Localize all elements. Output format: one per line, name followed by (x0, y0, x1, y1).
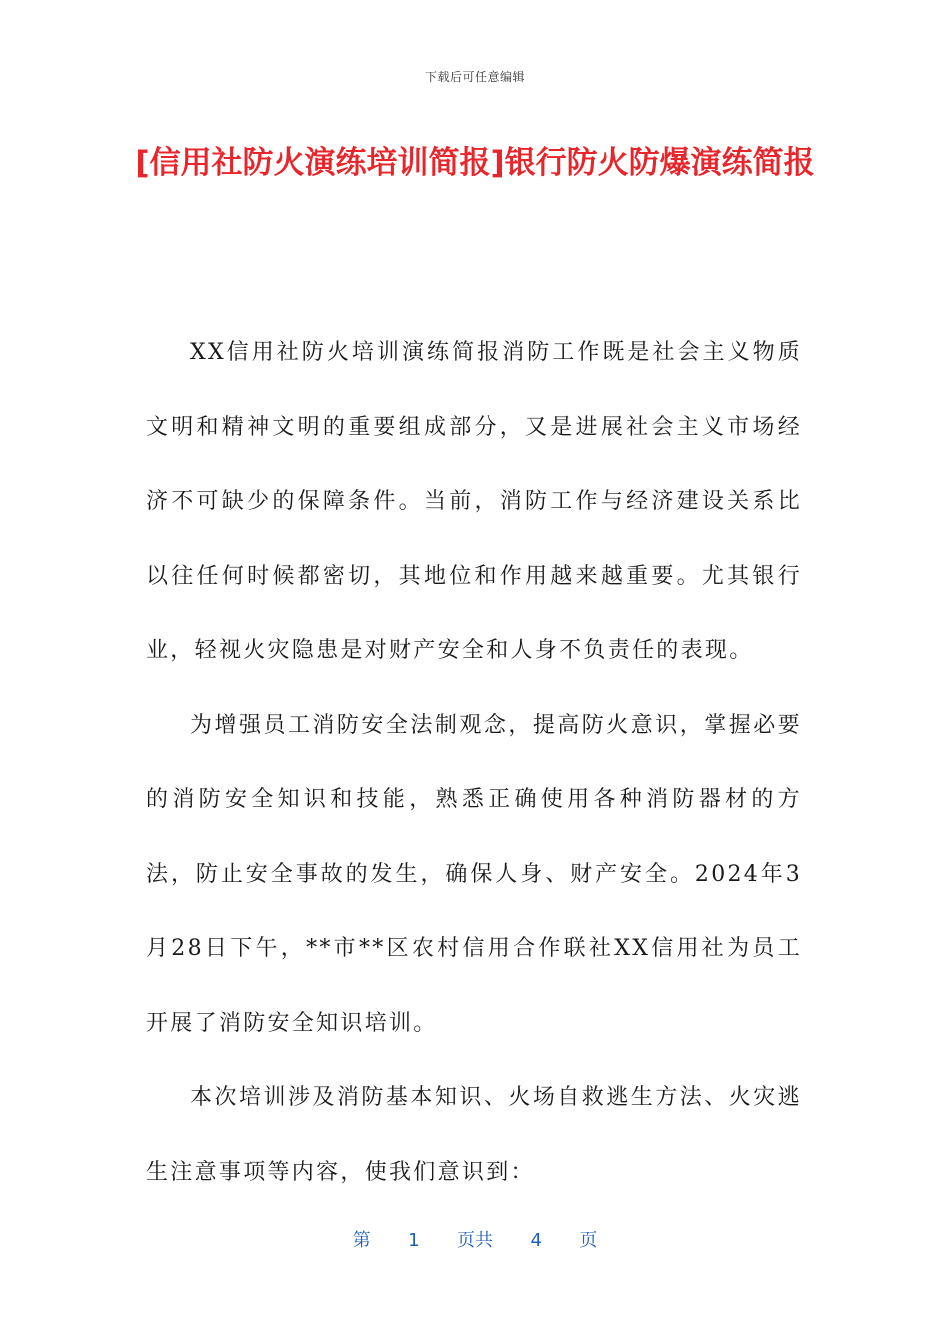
page-current: 1 (408, 1230, 420, 1251)
page-number-footer (0, 1226, 950, 1252)
page-suffix: 页 (579, 1230, 598, 1251)
page-prefix: 第 (352, 1230, 371, 1251)
paragraph-2: 为增强员工消防安全法制观念，提高防火意识，掌握必要的消防安全知识和技能，熟悉正确使用各种消防器材的方法，防止安全事故的发生，确保人身、财产安全。2024年3月28日下午，**市**区农村信用合作联社XX信用社为员工开展了消防安全知识培训。 (146, 712, 802, 1036)
document-body (146, 316, 802, 1210)
page-middle: 页共 (457, 1230, 493, 1251)
header-note: 下载后可任意编辑 (424, 70, 525, 84)
paragraph-3: 本次培训涉及消防基本知识、火场自救逃生方法、火灾逃生注意事项等内容，使我们意识到： (146, 1085, 802, 1185)
paragraph-1: XX信用社防火培训演练简报消防工作既是社会主义物质文明和精神文明的重要组成部分，又是进展社会主义市场经济不可缺少的保障条件。当前，消防工作与经济建设关系比以往任何时候都密切，其地位和作用越来越重要。尤其银行业，轻视火灾隐患是对财产安全和人身不负责任的表现。 (146, 340, 802, 663)
page-total: 4 (530, 1230, 542, 1251)
document-title: [信用社防火演练培训简报]银行防火防爆演练简报 (135, 145, 815, 181)
